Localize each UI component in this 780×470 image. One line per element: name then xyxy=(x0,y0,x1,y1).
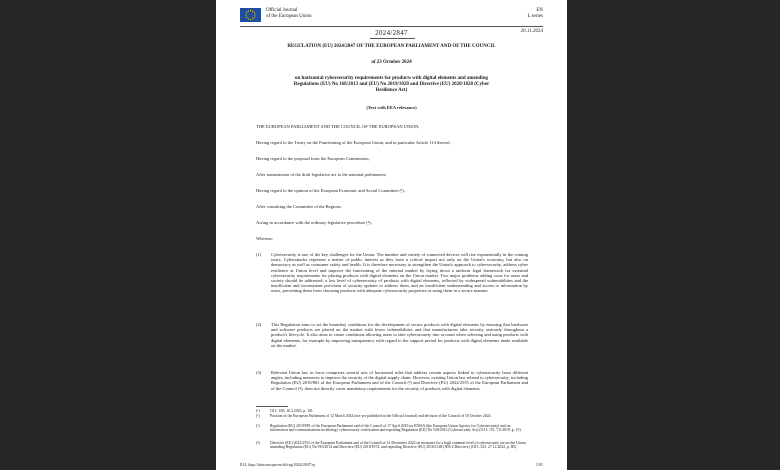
header-divider xyxy=(240,26,543,27)
footnote-text: Regulation (EU) 2019/881 of the European Parliament and of the Council of 17 April 2019 on ENISA (the European Union Agency for Cybersecurity) and on information and communications technology cybersecurity certification and repealing Regulation (EU) No 526/2013 (Cybersecurity Act) (OJ L 151, 7.6.2019, p. 15). xyxy=(270,424,522,433)
viewer-background-right xyxy=(567,0,780,470)
journal-header xyxy=(240,8,543,26)
footnote-text: OJ C 100, 16.3.2023, p. 101. xyxy=(270,409,314,413)
preamble-line: Whereas: xyxy=(256,236,273,241)
eea-relevance: (Text with EEA relevance) xyxy=(366,105,417,110)
document-page[interactable] xyxy=(216,0,567,470)
preamble-line: Having regard to the proposal from the European Commission, xyxy=(256,156,370,161)
language-series xyxy=(527,8,543,20)
recital-text: Cybersecurity is one of the key challenges for the Union. The number and variety of connected devices will rise exponentially in the coming years. Cyberattacks represent a matter of public interest as they have a critical impact not only on the Union's economy, but also on democracy as well as consumer safety and health. It is therefore necessary to strengthen the Union's approach to cybersecurity, address cyber resilience at Union level and improve the functioning of the internal market by laying down a uniform legal framework for essential cybersecurity requirements for placing products with digital elements on the Union market. Two major problems adding costs for users and society should be addressed: a low level of cybersecurity of products with digital elements, reflected by widespread vulnerabilities and the insufficient and inconsistent provision of security updates to address them, and an insufficient understanding and access to information by users, preventing them from choosing products with adequate cybersecurity properties or using them in a secure manner. xyxy=(271,252,528,294)
regulation-subject-line3: Resilience Act) xyxy=(375,88,408,93)
eli-link[interactable]: ELI: http://data.europa.eu/eli/reg/2024/2847/oj xyxy=(240,462,315,467)
regulation-subject xyxy=(266,76,517,94)
footnote-mark: (³) xyxy=(256,424,260,428)
recital-text: Relevant Union law in force comprises several sets of horizontal rules that address certain aspects linked to cybersecurity from different angles, including measures to improve the security of the digital supply chain. However, existing Union law related to cybersecurity, including Regulation (EU) 2019/881 of the European Parliament and of the Council (³) and Directive (EU) 2022/2555 of the European Parliament and of the Council (⁴), does not directly cover mandatory requirements for the security of products with digital elements. xyxy=(271,370,528,391)
journal-title-line1: Official Journal xyxy=(266,8,298,13)
publication-date: 20.11.2024 xyxy=(520,29,543,34)
regulation-subject-line2: Regulations (EU) No 168/2013 and (EU) No 2019/1020 and Directive (EU) 2020/1828 (Cyber xyxy=(293,82,490,87)
recital-text: This Regulation aims to set the boundary conditions for the development of secure products with digital elements by ensuring that hardware and software products are placed on the market with fewer vulnerabilities and that manufacturers take security seriously throughout a product's lifecycle. It also aims to create conditions allowing users to take cybersecurity into account when selecting and using products with digital elements, for example by improving transparency with regard to the support period for products with digital elements made available on the market. xyxy=(271,322,528,348)
recital-number: (1) xyxy=(256,252,262,257)
document-number: 2024/2847 xyxy=(375,29,408,37)
viewer-background-left xyxy=(0,0,216,470)
journal-title xyxy=(266,8,312,20)
preamble-line: Acting in accordance with the ordinary legislative procedure (²), xyxy=(256,220,372,225)
footnote-divider xyxy=(256,406,288,407)
page-number: 1/81 xyxy=(535,462,543,467)
preamble-line: Having regard to the opinion of the European Economic and Social Committee (¹), xyxy=(256,188,405,193)
preamble-line: After transmission of the draft legislative act to the national parliaments, xyxy=(256,172,387,177)
footnote-mark: (⁴) xyxy=(256,441,260,445)
regulation-subject-line1: on horizontal cybersecurity requirements for products with digital elements and amending xyxy=(295,76,488,81)
regulation-title: REGULATION (EU) 2024/2847 OF THE EUROPEAN PARLIAMENT AND OF THE COUNCIL xyxy=(287,44,496,49)
journal-title-line2: of the European Union xyxy=(266,14,312,19)
footnote-mark: (²) xyxy=(256,414,260,418)
footnote-text: Position of the European Parliament of 12 March 2024 (not yet published in the Official Journal) and decision of the Council of 10 October 2024. xyxy=(270,414,492,418)
language-code: EN xyxy=(536,8,543,13)
preamble-line: Having regard to the Treaty on the Functioning of the European Union, and in particular Article 114 thereof, xyxy=(256,140,451,145)
preamble-line: THE EUROPEAN PARLIAMENT AND THE COUNCIL OF THE EUROPEAN UNION, xyxy=(256,124,420,129)
series-label: L series xyxy=(527,14,543,19)
regulation-date: of 23 October 2024 xyxy=(371,60,412,65)
footnote-mark: (¹) xyxy=(256,409,260,413)
eu-flag-icon xyxy=(240,8,261,22)
footnote-text: Directive (EU) 2022/2555 of the European Parliament and of the Council of 14 December 2022 on measures for a high common level of cybersecurity across the Union, amending Regulation (EU) No 910/2014 and Directive (EU) 2018/1972, and repealing Directive (EU) 2016/1148 (NIS 2 Directive) (OJ L 333, 27.12.2022, p. 80). xyxy=(270,441,527,450)
recital-number: (2) xyxy=(256,322,262,327)
preamble-line: After consulting the Committee of the Regions, xyxy=(256,204,342,209)
document-number-divider xyxy=(370,38,415,39)
recital-number: (3) xyxy=(256,370,262,375)
